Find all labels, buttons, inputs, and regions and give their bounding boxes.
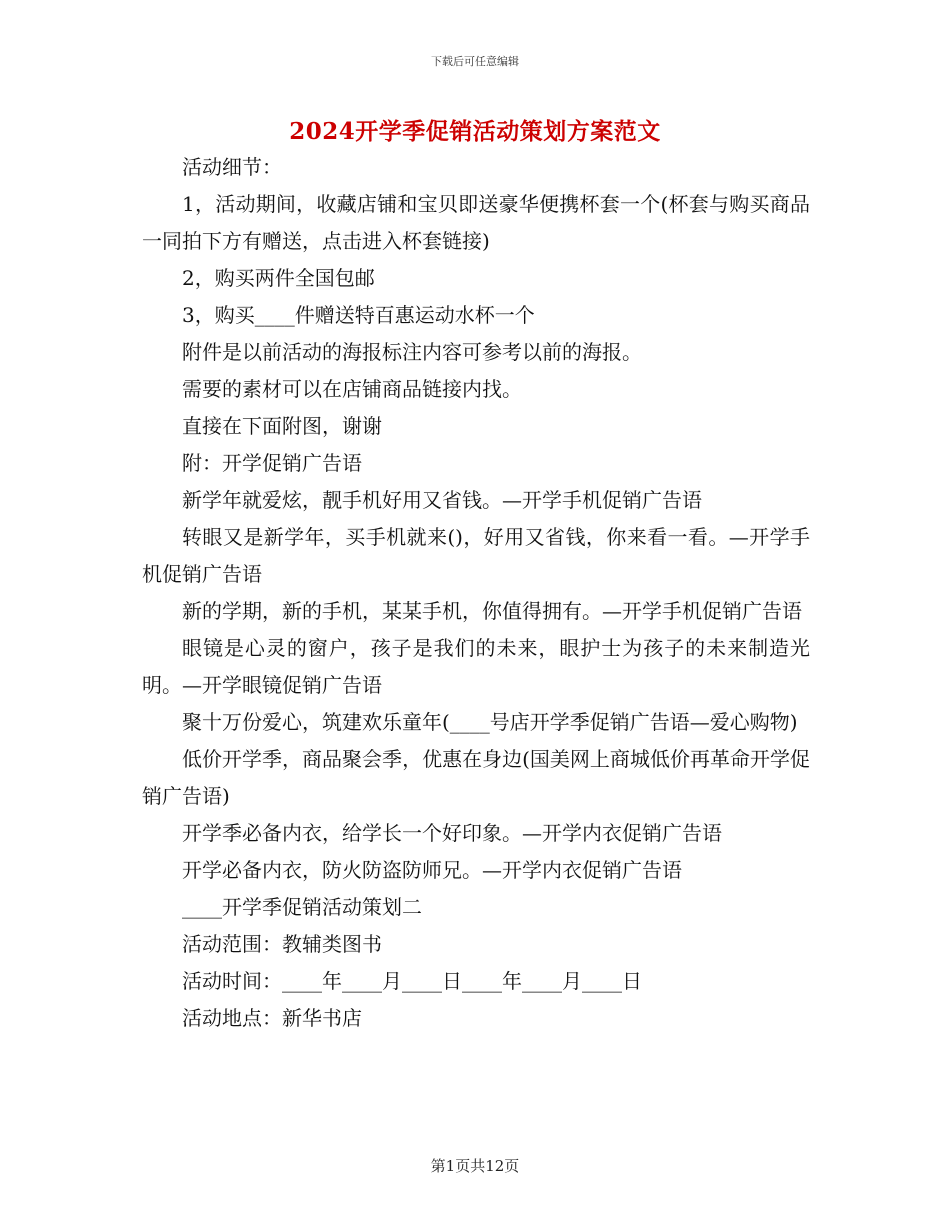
paragraph: 转眼又是新学年，买手机就来()，好用又省钱，你来看一看。—开学手机促销广告语 [142, 525, 810, 586]
document-title: 2024开学季促销活动策划方案范文 [289, 118, 661, 145]
paragraph: 开学季必备内衣，给学长一个好印象。—开学内衣促销广告语 [182, 821, 722, 845]
paragraph: 附：开学促销广告语 [182, 451, 362, 475]
paragraph: 低价开学季，商品聚会季，优惠在身边(国美网上商城低价再革命开学促销广告语) [142, 747, 810, 808]
paragraph: 活动范围：教辅类图书 [182, 932, 382, 956]
paragraph: 新的学期，新的手机，某某手机，你值得拥有。—开学手机促销广告语 [182, 599, 802, 623]
paragraph: 眼镜是心灵的窗户，孩子是我们的未来，眼护士为孩子的未来制造光明。—开学眼镜促销广告语 [142, 636, 810, 697]
paragraph: 3，购买____件赠送特百惠运动水杯一个 [182, 303, 535, 327]
paragraph: 活动地点：新华书店 [182, 1006, 362, 1030]
paragraph: 聚十万份爱心，筑建欢乐童年(____号店开学季促销广告语—爱心购物) [182, 710, 798, 734]
paragraph: 附件是以前活动的海报标注内容可参考以前的海报。 [182, 340, 642, 364]
document-body [142, 149, 810, 1037]
paragraph: 需要的素材可以在店铺商品链接内找。 [182, 377, 522, 401]
page-header-note: 下载后可任意编辑 [431, 55, 519, 68]
paragraph: 开学必备内衣，防火防盗防师兄。—开学内衣促销广告语 [182, 858, 682, 882]
paragraph: 2，购买两件全国包邮 [182, 266, 375, 290]
paragraph: 1，活动期间，收藏店铺和宝贝即送豪华便携杯套一个(杯套与购买商品一同拍下方有赠送，点击进入杯套链接) [142, 192, 810, 253]
page-number: 第1页共12页 [430, 1157, 520, 1175]
paragraph: 直接在下面附图，谢谢 [182, 414, 382, 438]
paragraph: 新学年就爱炫，靓手机好用又省钱。—开学手机促销广告语 [182, 488, 702, 512]
paragraph: ____开学季促销活动策划二 [182, 895, 422, 919]
paragraph: 活动细节： [182, 155, 282, 179]
paragraph: 活动时间：____年____月____日____年____月____日 [182, 969, 642, 993]
